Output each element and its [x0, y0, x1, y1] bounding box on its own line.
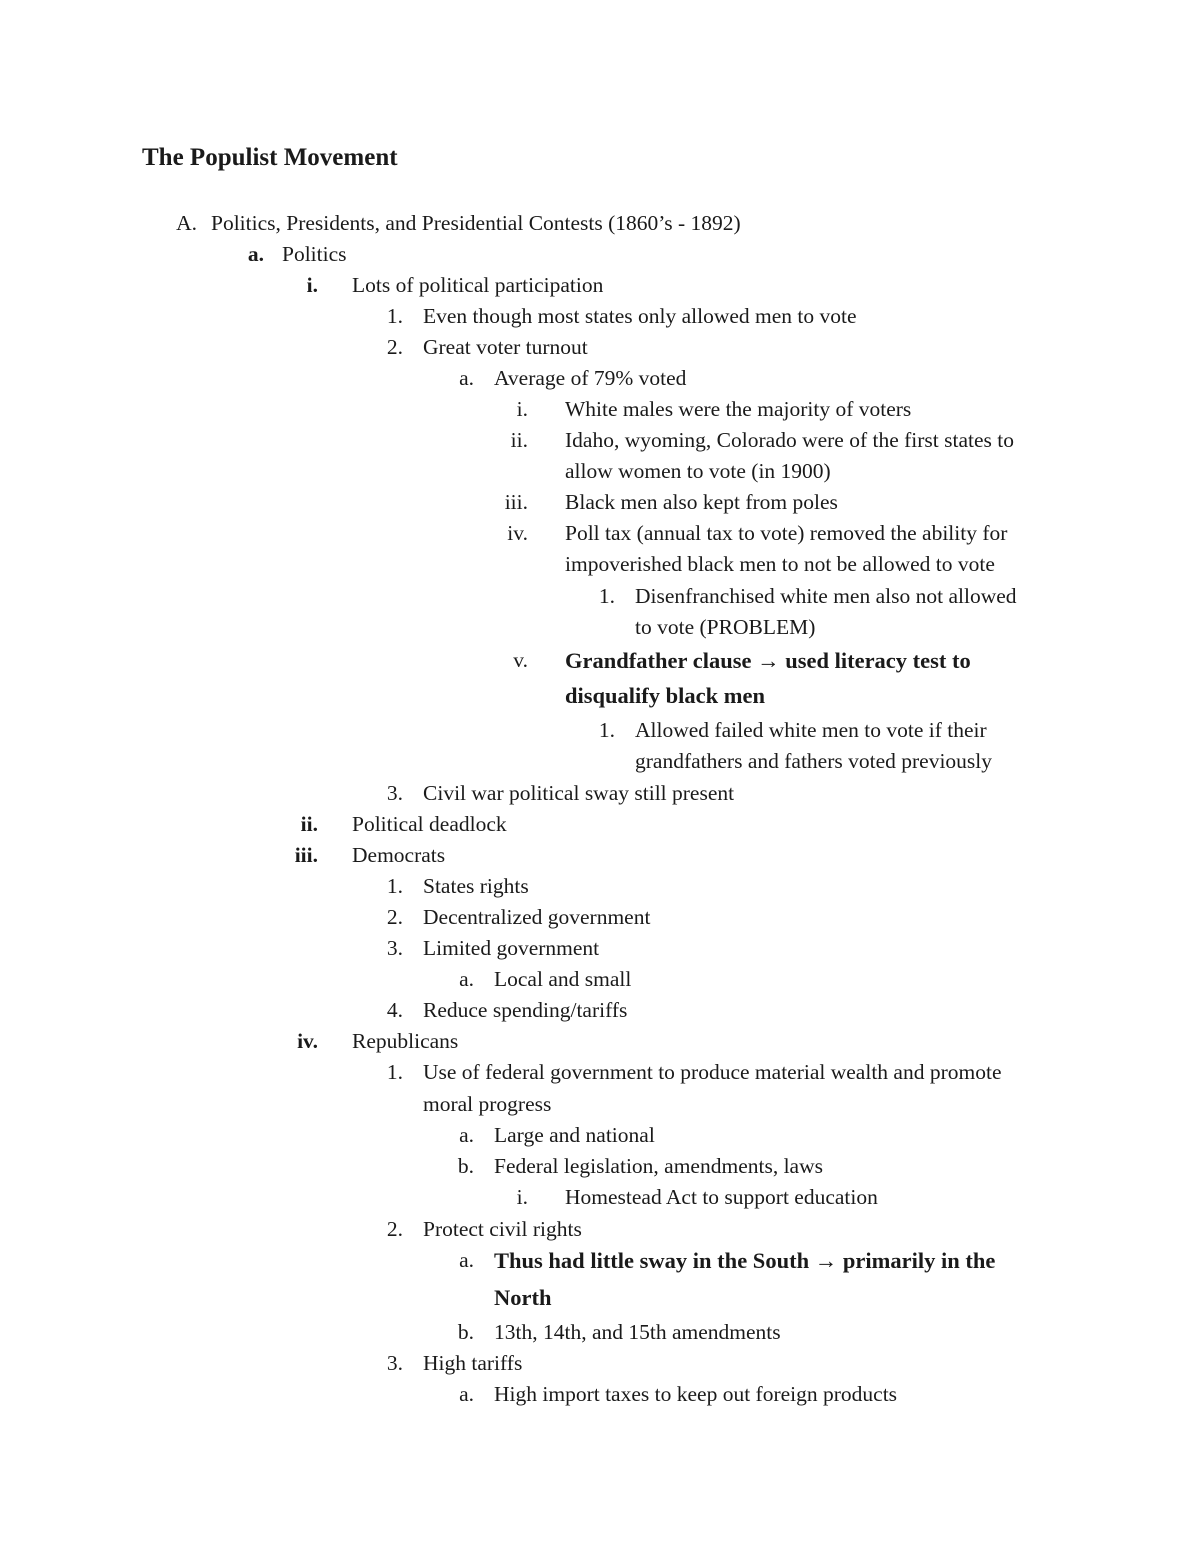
outline-text: Republicans: [352, 1029, 459, 1053]
outline-text: States rights: [423, 874, 529, 898]
outline-marker: iii.: [504, 490, 528, 514]
outline-marker: 3.: [386, 1351, 403, 1375]
outline-marker: a.: [459, 1123, 474, 1147]
outline-text: Use of federal government to produce material wealth and promote: [423, 1060, 1002, 1084]
outline-marker: iv.: [507, 521, 528, 545]
outline-text: Lots of political participation: [352, 273, 604, 297]
outline-text: 13th, 14th, and 15th amendments: [494, 1320, 781, 1344]
outline-text: Great voter turnout: [423, 335, 588, 359]
outline-text: to vote (PROBLEM): [635, 615, 816, 639]
page-title: The Populist Movement: [142, 144, 398, 171]
outline-text: Politics: [282, 242, 347, 266]
outline-marker: 1.: [386, 1060, 403, 1084]
outline-text: Federal legislation, amendments, laws: [494, 1154, 823, 1178]
outline-marker: 2.: [386, 335, 403, 359]
outline-marker: 4.: [386, 998, 403, 1022]
outline-marker: b.: [457, 1154, 474, 1178]
outline-marker: iii.: [294, 843, 318, 867]
outline-text: Protect civil rights: [423, 1217, 582, 1241]
outline-text: Black men also kept from poles: [565, 490, 838, 514]
outline-marker: 3.: [386, 781, 403, 805]
outline-marker: i.: [306, 273, 318, 297]
outline-text: High import taxes to keep out foreign products: [494, 1382, 898, 1406]
outline-marker: 3.: [386, 936, 403, 960]
outline-text: Local and small: [494, 967, 632, 991]
outline-text: North: [494, 1285, 552, 1310]
outline-text: Grandfather clause → used literacy test to: [565, 648, 971, 673]
outline-marker: 1.: [386, 874, 403, 898]
outline-text: disqualify black men: [565, 683, 766, 708]
outline-marker: A.: [176, 211, 197, 235]
outline-marker: iv.: [297, 1029, 318, 1053]
outline-marker: ii.: [300, 812, 318, 836]
outline-marker: 2.: [386, 905, 403, 929]
outline-marker: 1.: [598, 584, 615, 608]
outline-text: grandfathers and fathers voted previously: [635, 749, 993, 773]
outline-marker: a.: [459, 967, 474, 991]
outline-text: Disenfranchised white men also not allowed: [635, 584, 1017, 608]
outline-marker: a.: [459, 1382, 474, 1406]
outline-marker: 1.: [598, 718, 615, 742]
outline-text: Poll tax (annual tax to vote) removed the ability for: [565, 521, 1008, 545]
outline-marker: i.: [516, 1185, 528, 1209]
outline-text: impoverished black men to not be allowed to vote: [565, 552, 995, 576]
outline-text: Allowed failed white men to vote if their: [635, 718, 987, 742]
outline-text: Politics, Presidents, and Presidential Contests (1860’s - 1892): [211, 211, 741, 235]
outline-marker: a.: [459, 1248, 474, 1272]
outline-marker: i.: [516, 397, 528, 421]
outline-text: Civil war political sway still present: [423, 781, 735, 805]
outline-text: Homestead Act to support education: [565, 1185, 878, 1209]
outline-marker: a.: [459, 366, 474, 390]
outline-text: Reduce spending/tariffs: [423, 998, 628, 1022]
outline-marker: 1.: [386, 304, 403, 328]
outline-text: Large and national: [494, 1123, 655, 1147]
outline-text: Democrats: [352, 843, 446, 867]
outline-text: High tariffs: [423, 1351, 523, 1375]
outline-text: allow women to vote (in 1900): [565, 459, 831, 483]
outline-text: Thus had little sway in the South → primarily in the: [494, 1248, 996, 1273]
outline-text: Limited government: [423, 936, 600, 960]
outline-marker: b.: [457, 1320, 474, 1344]
outline-marker: 2.: [386, 1217, 403, 1241]
outline-text: Average of 79% voted: [494, 366, 687, 390]
outline-marker: ii.: [510, 428, 528, 452]
outline-text: Decentralized government: [423, 905, 651, 929]
outline-text: White males were the majority of voters: [565, 397, 912, 421]
outline-text: Even though most states only allowed men to vote: [423, 304, 857, 328]
outline-marker: a.: [247, 242, 264, 266]
outline-text: Political deadlock: [352, 812, 507, 836]
outline-text: moral progress: [423, 1092, 552, 1116]
outline-marker: v.: [513, 648, 528, 672]
outline-text: Idaho, wyoming, Colorado were of the first states to: [565, 428, 1015, 452]
